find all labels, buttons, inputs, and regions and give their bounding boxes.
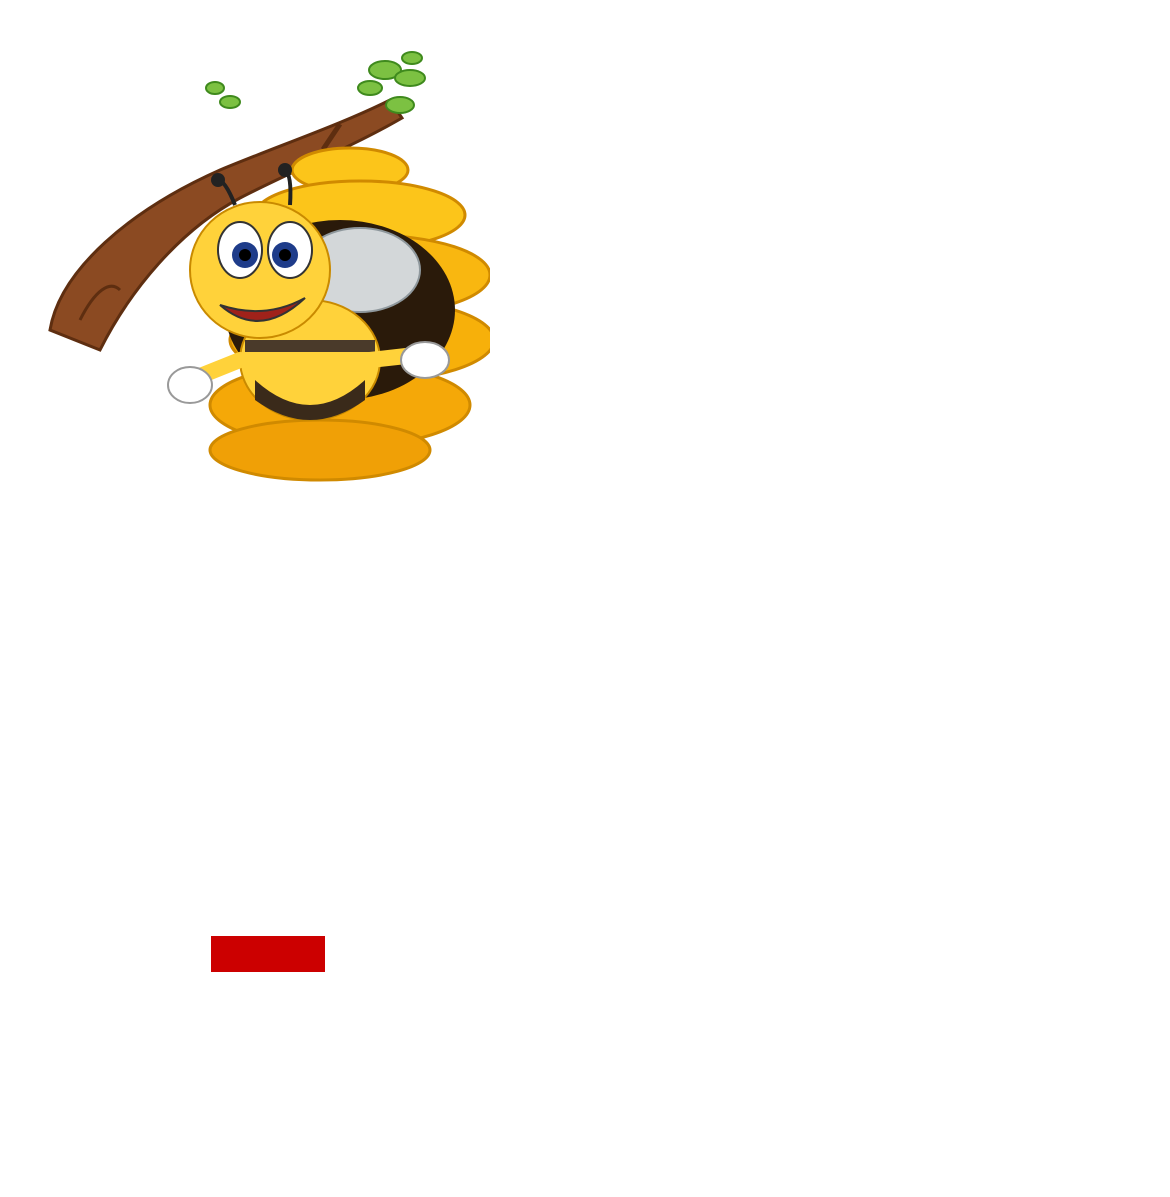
honeycomb-bottom-decoration <box>0 1030 1170 1149</box>
nc-state-badge <box>211 936 325 972</box>
bee-in-hive-illustration <box>40 40 490 490</box>
register-line <box>220 1090 234 1130</box>
session2-line2 <box>510 262 518 299</box>
topics-col2 <box>772 825 785 1197</box>
leaves <box>206 52 425 113</box>
